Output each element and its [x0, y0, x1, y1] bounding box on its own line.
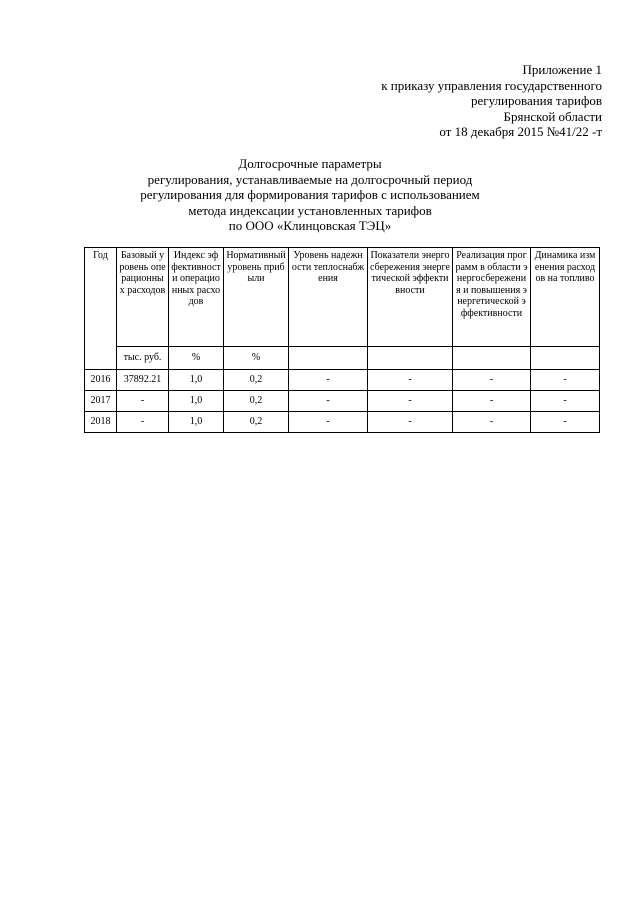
title-line: регулирования, устанавливаемые на долгосрочный период — [147, 171, 473, 187]
cell: - — [117, 412, 169, 433]
cell: 37892.21 — [117, 370, 169, 391]
cell: - — [531, 391, 600, 412]
cell: - — [368, 391, 453, 412]
cell: 1,0 — [169, 391, 224, 412]
cell: - — [531, 370, 600, 391]
unit-cell: % — [169, 347, 224, 370]
cell: - — [289, 370, 368, 391]
title-line: метода индексации установленных тарифов — [188, 202, 432, 218]
unit-cell — [289, 347, 368, 370]
cell: - — [368, 370, 453, 391]
table-units-row — [85, 347, 600, 370]
table-row — [85, 370, 600, 391]
header-energy-saving: Показатели энергосбережения энергетической эффективности — [368, 248, 453, 347]
table-row — [85, 412, 600, 433]
appendix-line: Приложение 1 — [522, 62, 602, 77]
header-efficiency-index: Индекс эффективности операционных расходов — [169, 248, 224, 347]
unit-cell: тыс. руб. — [117, 347, 169, 370]
appendix-line: к приказу управления государственного — [381, 77, 602, 93]
unit-cell: % — [224, 347, 289, 370]
unit-cell — [453, 347, 531, 370]
cell: 1,0 — [169, 370, 224, 391]
cell: - — [368, 412, 453, 433]
cell-year: 2017 — [85, 391, 117, 412]
cell: 0,2 — [224, 412, 289, 433]
unit-cell — [368, 347, 453, 370]
cell: - — [531, 412, 600, 433]
appendix-line: регулирования тарифов — [471, 93, 602, 108]
cell: 0,2 — [224, 391, 289, 412]
table-header-row — [85, 248, 600, 347]
appendix-block — [302, 62, 602, 140]
cell: - — [289, 391, 368, 412]
title-line: Долгосрочные параметры — [238, 156, 382, 171]
cell: - — [453, 370, 531, 391]
cell: - — [289, 412, 368, 433]
header-fuel-dynamics: Динамика изменения расходов на топливо — [531, 248, 600, 347]
title-line: регулирования для формирования тарифов с использованием — [140, 187, 480, 202]
parameters-table — [84, 247, 600, 433]
unit-cell — [531, 347, 600, 370]
cell: 1,0 — [169, 412, 224, 433]
header-base-opex: Базовый уровень операционных расходов — [117, 248, 169, 347]
appendix-line: от 18 декабря 2015 №41/22 -т — [439, 124, 602, 139]
cell: - — [453, 412, 531, 433]
title-line: по ООО «Клинцовская ТЭЦ» — [228, 218, 392, 233]
cell-year: 2018 — [85, 412, 117, 433]
appendix-line: Брянской области — [503, 108, 602, 124]
cell: 0,2 — [224, 370, 289, 391]
header-year: Год — [85, 248, 117, 370]
header-profit-level: Нормативный уровень прибыли — [224, 248, 289, 347]
header-programs: Реализация программ в области энергосбережения и повышения энергетической эффективности — [453, 248, 531, 347]
document-title — [120, 156, 500, 234]
header-reliability: Уровень надежности теплоснабжения — [289, 248, 368, 347]
cell-year: 2016 — [85, 370, 117, 391]
cell: - — [117, 391, 169, 412]
table-row — [85, 391, 600, 412]
cell: - — [453, 391, 531, 412]
